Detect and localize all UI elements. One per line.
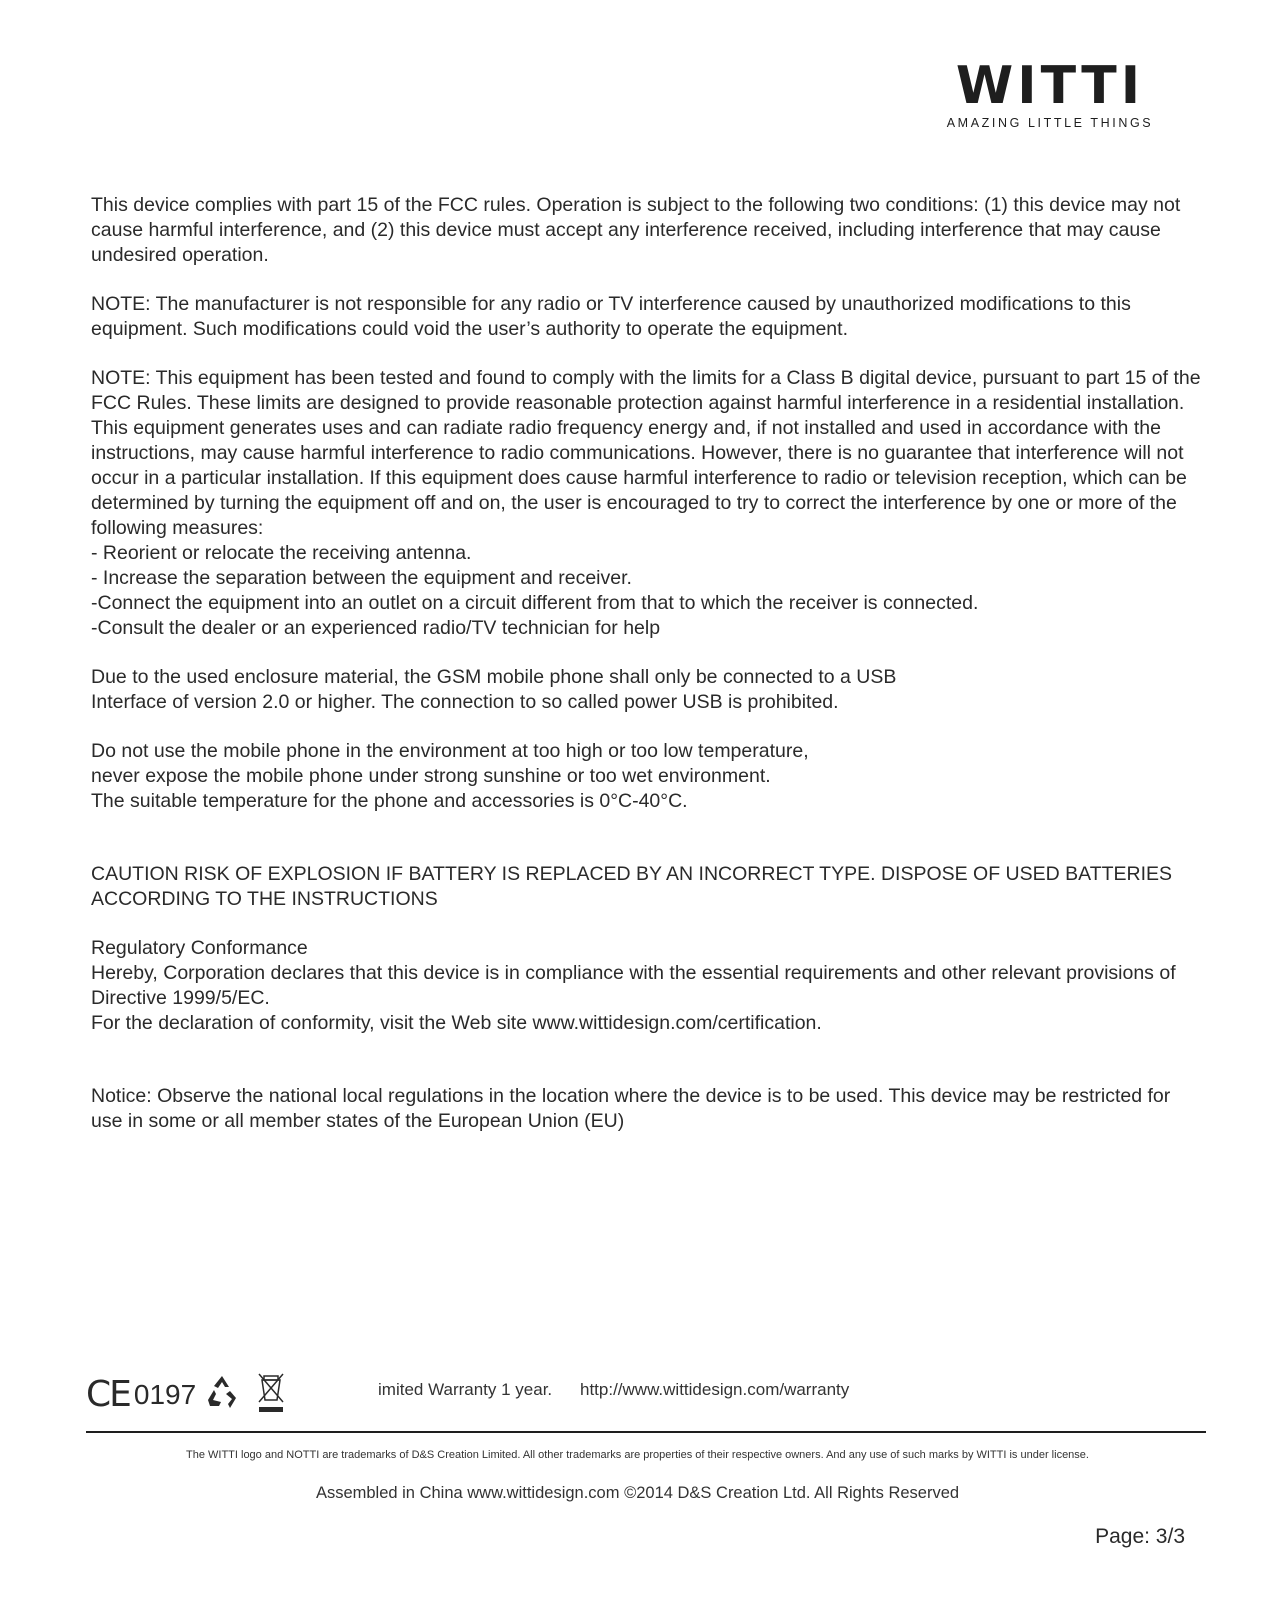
assembled-line: Assembled in China www.wittidesign.com ©2014 D&S Creation Ltd. All Rights Reserved <box>315 1484 960 1502</box>
certification-row <box>86 1370 1206 1420</box>
logo-wordmark: WITTI <box>955 56 1145 116</box>
footer-divider <box>86 1431 1206 1433</box>
page-number: Page: 3/3 <box>1095 1525 1185 1548</box>
eu-notice-paragraph: Notice: Observe the national local regulations in the location where the device is to be used. This device may be restricted for use in some or all member states of the European Union (EU) <box>91 1085 1171 1132</box>
warranty-url[interactable]: http://www.wittidesign.com/warranty <box>580 1380 850 1399</box>
measure-item: - Increase the separation between the equipment and receiver. <box>91 567 632 589</box>
note-modifications-paragraph: NOTE: The manufacturer is not responsible for any radio or TV interference caused by unauthorized modifications to this equipment. Such modifications could void the user’s authority to operate the equipment. <box>91 293 1131 340</box>
temperature-line: never expose the mobile phone under strong sunshine or too wet environment. <box>91 765 771 787</box>
measure-item: -Connect the equipment into an outlet on a circuit different from that to which the receiver is connected. <box>91 592 979 614</box>
trademark-notice: The WITTI logo and NOTTI are trademarks of D&S Creation Limited. All other trademarks are properties of their respective owners. And any use of such marks by WITTI is under license. <box>186 1449 1089 1461</box>
usb-line: Due to the used enclosure material, the GSM mobile phone shall only be connected to a USB <box>91 666 897 688</box>
usb-line: Interface of version 2.0 or higher. The connection to so called power USB is prohibited. <box>91 691 839 713</box>
ce-mark: CE <box>86 1374 130 1415</box>
ce-notified-body-number: 0197 <box>133 1378 197 1410</box>
witti-logo <box>925 56 1175 130</box>
crossed-bin-icon <box>256 1370 286 1419</box>
certification-marks <box>86 1370 286 1419</box>
battery-caution-paragraph: CAUTION RISK OF EXPLOSION IF BATTERY IS REPLACED BY AN INCORRECT TYPE. DISPOSE OF USED BATTERIES ACCORDING TO THE INSTRUCTIONS <box>91 863 1173 910</box>
note-class-b-paragraph: NOTE: This equipment has been tested and found to comply with the limits for a Class B digital device, pursuant to part 15 of the FCC Rules. These limits are designed to provide reasonable protection against harmful interference in a residential installation. This equipment generates uses and can radiate radio frequency energy and, if not installed and used in accordance with the instructions, may cause harmful interference to radio communications. However, there is no guarantee that interference will not occur in a particular installation. If this equipment does cause harmful interference to radio or television reception, which can be determined by turning the equipment off and on, the user is encouraged to try to correct the interference by one or more of the following measures: <box>91 367 1201 539</box>
recycle-icon <box>202 1372 242 1417</box>
measure-item: - Reorient or relocate the receiving antenna. <box>91 542 472 564</box>
warranty-text: imited Warranty 1 year. <box>378 1380 553 1399</box>
regulatory-heading: Regulatory Conformance <box>91 937 308 959</box>
temperature-line: Do not use the mobile phone in the environment at too high or too low temperature, <box>91 740 809 762</box>
measure-item: -Consult the dealer or an experienced radio/TV technician for help <box>91 617 661 639</box>
temperature-line: The suitable temperature for the phone and accessories is 0°C-40°C. <box>91 790 688 812</box>
logo-tagline: AMAZING LITTLE THINGS <box>946 116 1154 130</box>
regulatory-website: For the declaration of conformity, visit the Web site www.wittidesign.com/certification. <box>91 1012 822 1034</box>
document-body <box>91 193 1201 1134</box>
regulatory-declaration: Hereby, Corporation declares that this device is in compliance with the essential requirements and other relevant provisions of Directive 1999/5/EC. <box>91 962 1176 1009</box>
fcc-compliance-paragraph: This device complies with part 15 of the FCC rules. Operation is subject to the following two conditions: (1) this device may not cause harmful interference, and (2) this device must accept any interference received, including interference that may cause undesired operation. <box>91 194 1181 266</box>
